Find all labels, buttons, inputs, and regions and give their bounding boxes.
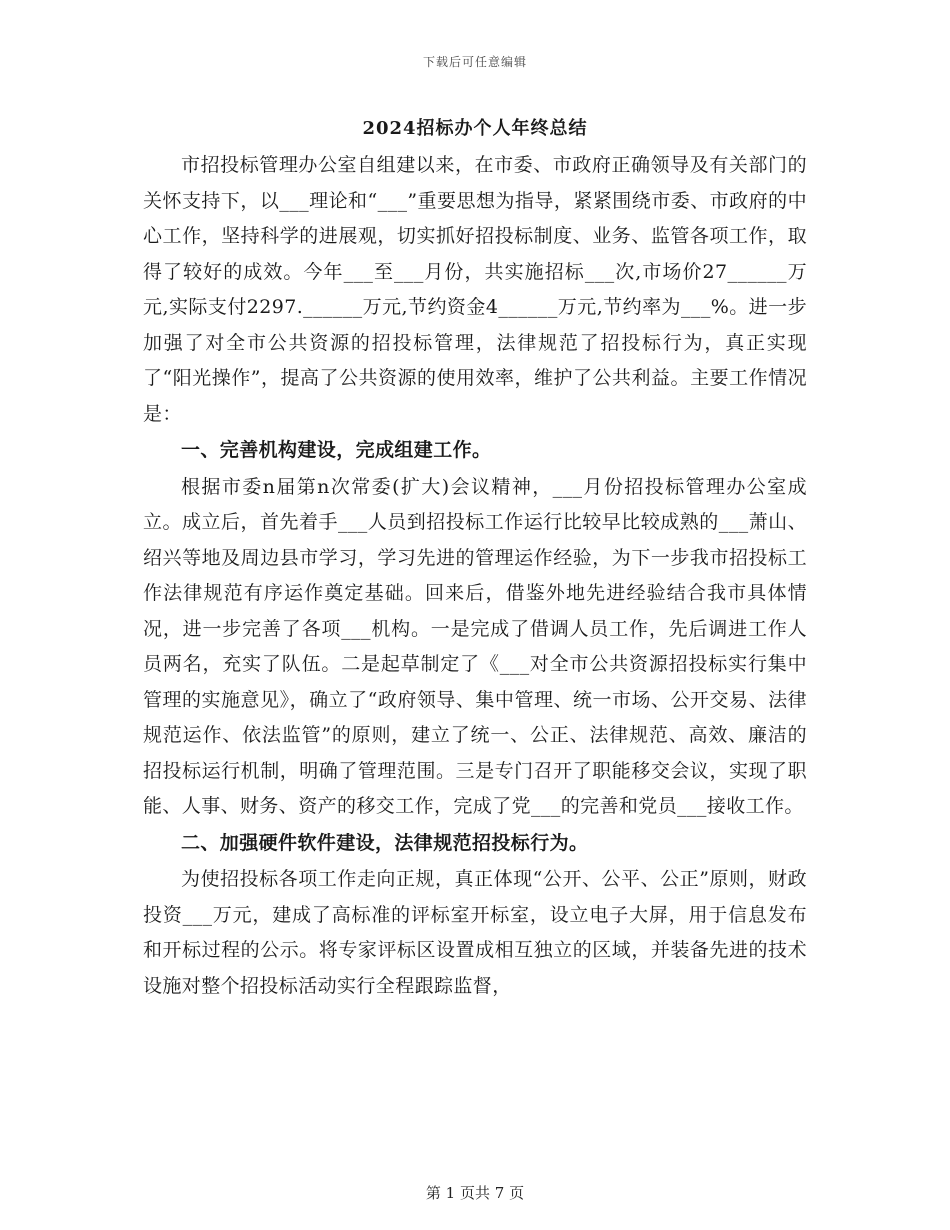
document-body: [143, 148, 807, 1004]
section-heading-1: 一、完善机构建设，完成组建工作。: [181, 439, 492, 461]
section-1-paragraph: 根据市委n届第n次常委(扩大)会议精神，___月份招投标管理办公室成立。成立后，首先着手___人员到招投标工作运行比较早比较成熟的___萧山、绍兴等地及周边县市学习，学习先进的管理运作经验，为下一步我市招投标工作法律规范有序运作奠定基础。回来后，借鉴外地先进经验结合我市具体情况，进一步完善了各项___机构。一是完成了借调人员工作，先后调进工作人员两名，充实了队伍。二是起草制定了《___对全市公共资源招投标实行集中管理的实施意见》，确立了“政府领导、集中管理、统一市场、公开交易、法律规范运作、依法监管”的原则，建立了统一、公正、法律规范、高效、廉洁的招投标运行机制，明确了管理范围。三是专门召开了职能移交会议，实现了职能、人事、财务、资产的移交工作，完成了党___的完善和党员___接收工作。: [143, 475, 807, 817]
section-2-paragraph: 为使招投标各项工作走向正规，真正体现“公开、公平、公正”原则，财政投资___万元，建成了高标准的评标室开标室，设立电子大屏，用于信息发布和开标过程的公示。将专家评标区设置成相互独立的区域，并装备先进的技术设施对整个招投标活动实行全程跟踪监督，: [143, 868, 807, 997]
page-header-note: 下载后可任意编辑: [422, 55, 527, 69]
intro-paragraph: 市招投标管理办公室自组建以来，在市委、市政府正确领导及有关部门的关怀支持下，以___理论和“___”重要思想为指导，紧紧围绕市委、市政府的中心工作，坚持科学的进展观，切实抓好招投标制度、业务、监管各项工作，取得了较好的成效。今年___至___月份，共实施招标___次,市场价27______万元,实际支付2297.______万元,节约资金4______万元,节约率为___%。进一步加强了对全市公共资源的招投标管理，法律规范了招投标行为，真正实现了“阳光操作”，提高了公共资源的使用效率，维护了公共利益。主要工作情况是：: [143, 154, 807, 425]
document-title: 2024招标办个人年终总结: [362, 118, 588, 139]
section-heading-2: 二、加强硬件软件建设，法律规范招投标行为。: [181, 831, 589, 854]
page-number: 第 1 页共 7 页: [425, 1184, 525, 1202]
